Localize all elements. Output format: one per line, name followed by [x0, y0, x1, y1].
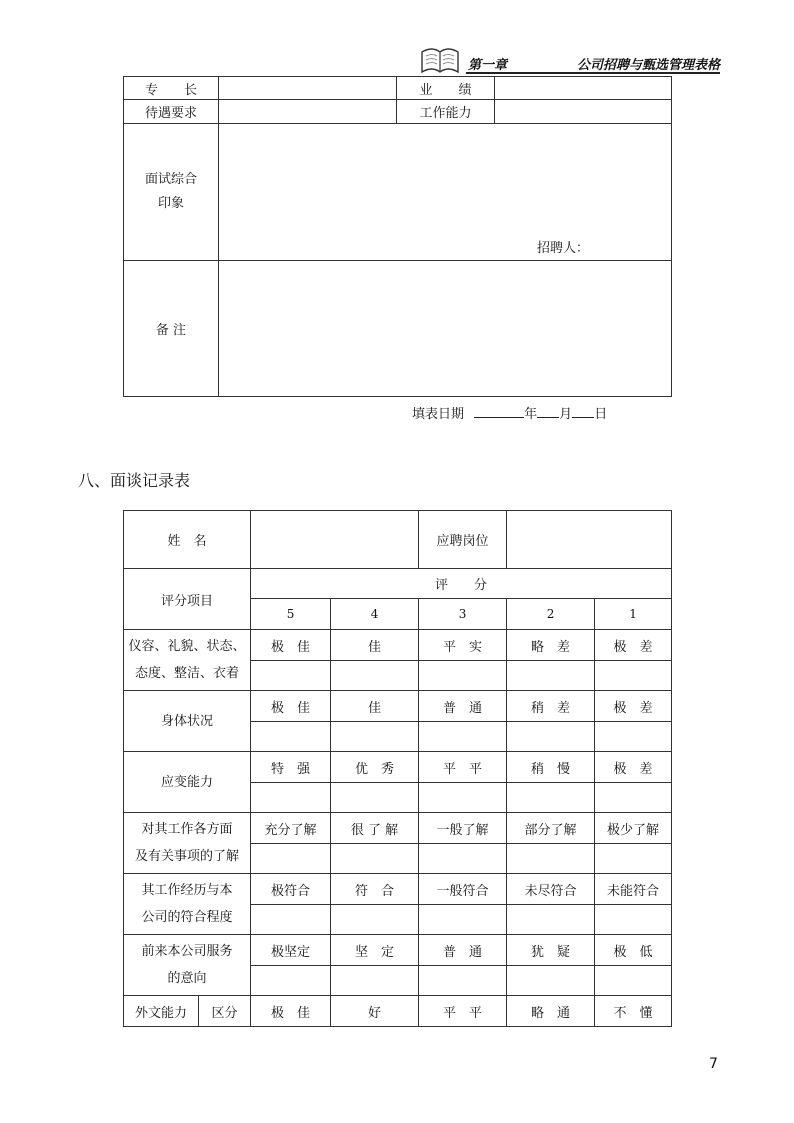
score-check-cell[interactable]: [331, 661, 419, 691]
criterion-level: 普 通: [419, 691, 507, 722]
criterion-level: 一般符合: [419, 874, 507, 905]
score-check-cell[interactable]: [331, 905, 419, 935]
performance-field[interactable]: [495, 77, 672, 100]
criterion-level: 平 平: [419, 752, 507, 783]
ability-label: 工作能力: [397, 100, 495, 124]
criterion-level: 极 差: [595, 691, 672, 722]
score-check-cell[interactable]: [595, 783, 672, 813]
criterion-level: 极 差: [595, 630, 672, 661]
score-check-cell[interactable]: [251, 722, 331, 752]
lang-level: 极 佳: [251, 996, 331, 1027]
criterion-level: 极 低: [595, 935, 672, 966]
criterion-level: 佳: [331, 691, 419, 722]
day-label: 日: [594, 407, 608, 422]
criterion-level: 符 合: [331, 874, 419, 905]
score-check-cell[interactable]: [595, 722, 672, 752]
criterion-level: 佳: [331, 630, 419, 661]
score-check-cell[interactable]: [251, 844, 331, 874]
score-check-cell[interactable]: [507, 783, 595, 813]
score-column-header: 4: [331, 599, 419, 630]
score-check-cell[interactable]: [507, 844, 595, 874]
lang-label: 外文能力: [124, 996, 199, 1027]
score-check-cell[interactable]: [419, 844, 507, 874]
score-check-cell[interactable]: [331, 722, 419, 752]
performance-label: 业 绩: [397, 77, 495, 100]
criterion-level: 一般了解: [419, 813, 507, 844]
criterion-label: 其工作经历与本 公司的符合程度: [124, 874, 251, 935]
header-rule: [466, 72, 720, 74]
score-check-cell[interactable]: [331, 783, 419, 813]
name-label: 姓 名: [124, 511, 251, 569]
score-check-cell[interactable]: [251, 966, 331, 996]
score-column-header: 5: [251, 599, 331, 630]
criterion-level: 特 强: [251, 752, 331, 783]
criterion-level: 极坚定: [251, 935, 331, 966]
criterion-level: 很 了 解: [331, 813, 419, 844]
lang-level: 不 懂: [595, 996, 672, 1027]
criterion-level: 犹 疑: [507, 935, 595, 966]
score-check-cell[interactable]: [419, 905, 507, 935]
score-check-cell[interactable]: [419, 722, 507, 752]
fill-date-line: [412, 403, 607, 422]
criterion-level: 未尽符合: [507, 874, 595, 905]
score-check-cell[interactable]: [419, 966, 507, 996]
criterion-level: 普 通: [419, 935, 507, 966]
specialty-field[interactable]: [219, 77, 397, 100]
criterion-label: 身体状况: [124, 691, 251, 752]
criterion-level: 充分了解: [251, 813, 331, 844]
score-check-cell[interactable]: [595, 844, 672, 874]
position-label: 应聘岗位: [419, 511, 507, 569]
interview-record-table: [123, 510, 672, 1027]
score-label: 评 分: [251, 569, 672, 599]
lang-level: 好: [331, 996, 419, 1027]
criterion-level: 极 差: [595, 752, 672, 783]
specialty-label: 专 长: [124, 77, 219, 100]
criterion-level: 稍 慢: [507, 752, 595, 783]
month-blank[interactable]: [537, 405, 559, 418]
ability-field[interactable]: [495, 100, 672, 124]
candidate-form-table: [123, 76, 672, 397]
salary-label: 待遇要求: [124, 100, 219, 124]
score-check-cell[interactable]: [595, 661, 672, 691]
criterion-level: 部分了解: [507, 813, 595, 844]
score-check-cell[interactable]: [251, 661, 331, 691]
criterion-level: 稍 差: [507, 691, 595, 722]
criterion-label: 前来本公司服务 的意向: [124, 935, 251, 996]
chapter-title: 公司招聘与甄选管理表格: [576, 58, 720, 73]
item-label: 评分项目: [124, 569, 251, 630]
position-field[interactable]: [507, 511, 672, 569]
score-column-header: 2: [507, 599, 595, 630]
score-check-cell[interactable]: [507, 722, 595, 752]
section-title: 八、面谈记录表: [78, 471, 191, 490]
remarks-field[interactable]: [219, 261, 672, 397]
year-blank[interactable]: [474, 405, 524, 418]
year-label: 年: [524, 407, 538, 422]
running-header: [418, 48, 720, 76]
month-label: 月: [559, 407, 573, 422]
score-check-cell[interactable]: [595, 966, 672, 996]
lang-sub-label: 区分: [199, 996, 251, 1027]
recruiter-label: 招聘人：: [536, 241, 589, 256]
lang-level: 平 平: [419, 996, 507, 1027]
lang-level: 略 通: [507, 996, 595, 1027]
score-check-cell[interactable]: [331, 844, 419, 874]
impression-label: 面试综合 印象: [124, 124, 219, 261]
score-check-cell[interactable]: [251, 783, 331, 813]
criterion-level: 坚 定: [331, 935, 419, 966]
criterion-label: 对其工作各方面 及有关事项的了解: [124, 813, 251, 874]
page-number: 7: [709, 1056, 718, 1072]
score-check-cell[interactable]: [251, 905, 331, 935]
salary-field[interactable]: [219, 100, 397, 124]
score-check-cell[interactable]: [507, 905, 595, 935]
criterion-level: 略 差: [507, 630, 595, 661]
remarks-label: 备 注: [124, 261, 219, 397]
score-check-cell[interactable]: [507, 661, 595, 691]
criterion-level: 极 佳: [251, 630, 331, 661]
score-check-cell[interactable]: [595, 905, 672, 935]
score-column-header: 1: [595, 599, 672, 630]
criterion-level: 平 实: [419, 630, 507, 661]
score-check-cell[interactable]: [419, 661, 507, 691]
name-field[interactable]: [251, 511, 419, 569]
criterion-level: 未能符合: [595, 874, 672, 905]
score-check-cell[interactable]: [419, 783, 507, 813]
day-blank[interactable]: [572, 405, 594, 418]
open-book-icon: [418, 44, 462, 76]
fill-date-label: 填表日期: [412, 407, 465, 422]
criterion-label: 仪容、礼貌、状态、 态度、整洁、衣着: [124, 630, 251, 691]
criterion-label: 应变能力: [124, 752, 251, 813]
impression-field[interactable]: [219, 124, 672, 261]
criterion-level: 优 秀: [331, 752, 419, 783]
chapter-label: 第一章: [468, 58, 508, 73]
criterion-level: 极符合: [251, 874, 331, 905]
score-check-cell[interactable]: [507, 966, 595, 996]
criterion-level: 极 佳: [251, 691, 331, 722]
score-column-header: 3: [419, 599, 507, 630]
score-check-cell[interactable]: [331, 966, 419, 996]
criterion-level: 极少了解: [595, 813, 672, 844]
